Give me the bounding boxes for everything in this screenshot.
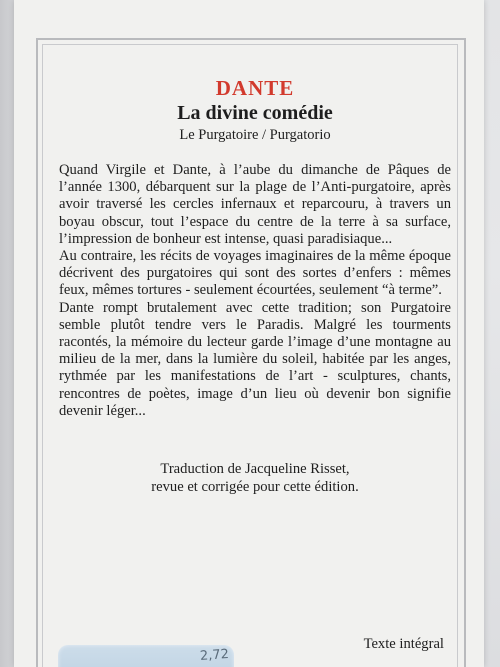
blurb-paragraph: Quand Virgile et Dante, à l’aube du dimanche de Pâques de l’année 1300, débarquent sur la plage de l’Anti-purgatoire, après avoir traversé les cercles infernaux et reparcouru, à travers un boyau obscur, tout l’espace du centre de la terre à sa surface, l’impression de bonheur est intense, quasi paradisiaque... bbox=[59, 162, 451, 247]
blurb-paragraph: Dante rompt brutalement avec cette tradition; son Purgatoire semble plutôt tendre vers le Paradis. Malgré les tourments racontés, la mémoire du lecteur garde l’image d’une montagne au milieu de la mer, dans la lumière du soleil, habitée par les anges, rythmée par les manifestations de l’art - sculptures, chants, rencontres de poètes, image d’un lieu où devenir bon signifie devenir léger... bbox=[59, 299, 451, 419]
book-subtitle: Le Purgatoire / Purgatorio bbox=[179, 127, 331, 143]
edition-note: Texte intégral bbox=[363, 636, 444, 652]
blurb bbox=[59, 162, 451, 420]
book-title: La divine comédie bbox=[177, 102, 333, 124]
translation-credit-line: Traduction de Jacqueline Risset, bbox=[160, 461, 350, 478]
translation-credit-line: revue et corrigée pour cette édition. bbox=[151, 479, 359, 496]
blurb-paragraph: Au contraire, les récits de voyages imaginaires de la même époque décrivent des purgatoires qui sont des sortes d’enfers : mêmes feux, mêmes tortures - seulement écourtées, seulement “à terme”. bbox=[59, 248, 451, 299]
cover-text-block bbox=[59, 76, 451, 496]
author-name: DANTE bbox=[215, 76, 295, 100]
handwritten-price: 2,72 bbox=[199, 647, 230, 664]
translation-credit bbox=[59, 460, 451, 496]
